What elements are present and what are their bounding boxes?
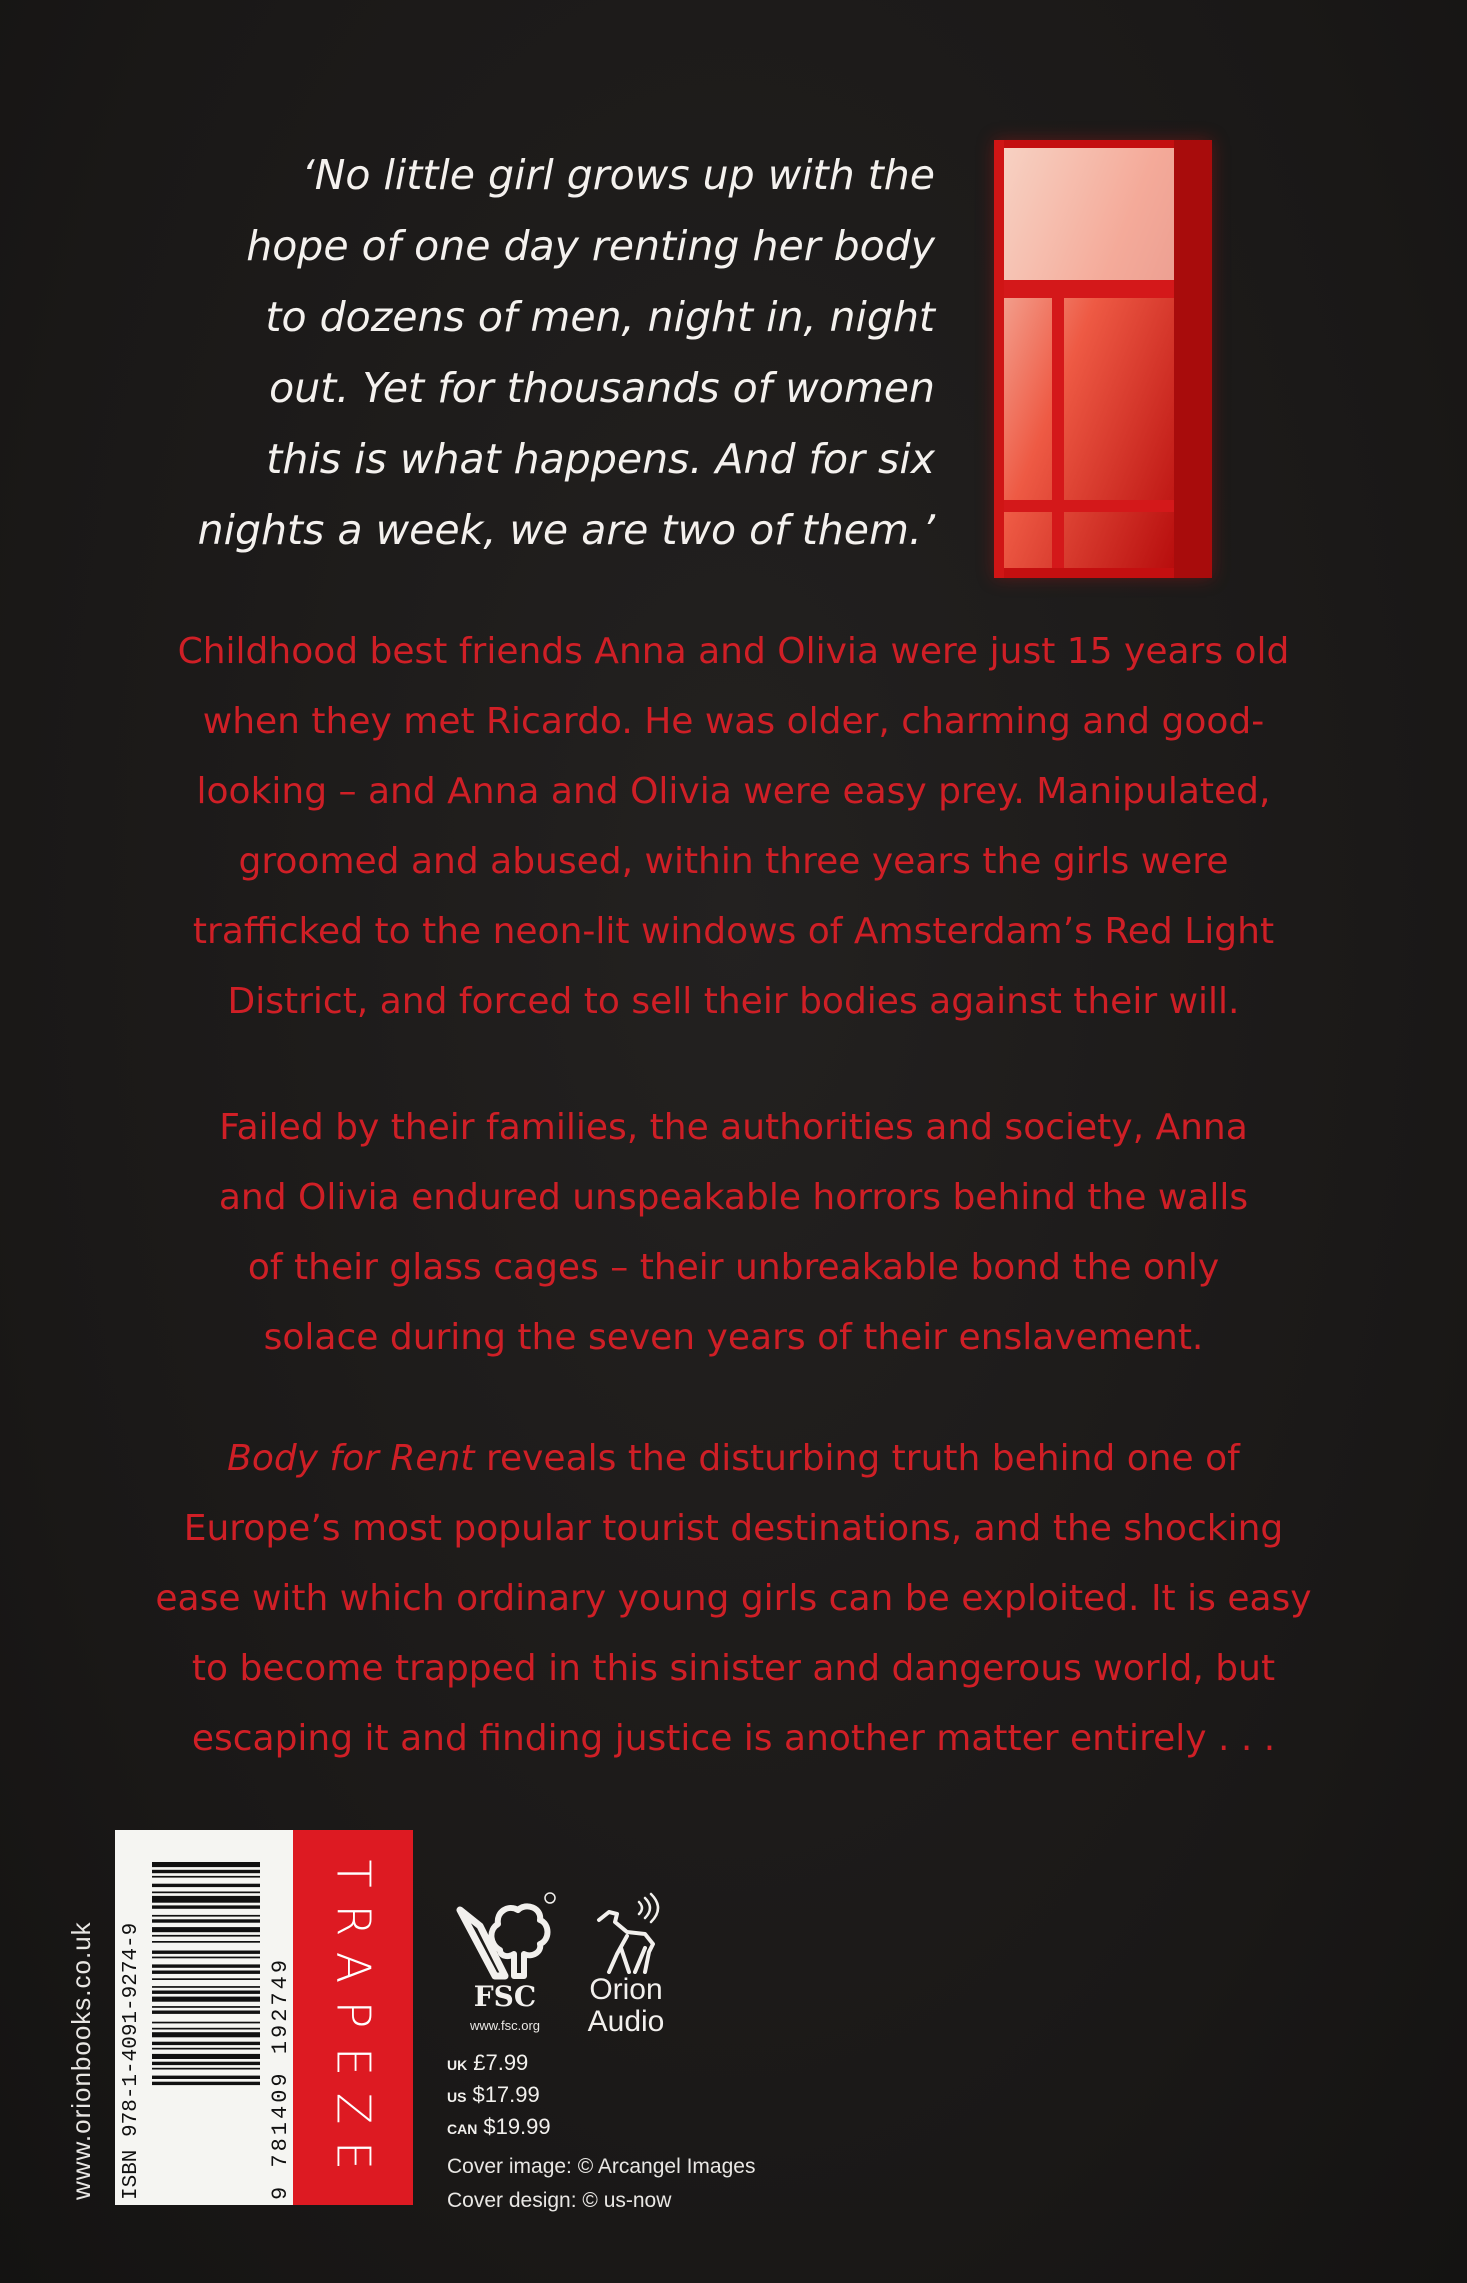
blurb-paragraph-3 bbox=[80, 1424, 1387, 1774]
price-amount: $17.99 bbox=[472, 2082, 540, 2107]
fsc-tree-icon bbox=[450, 1890, 560, 1982]
orion-audio-dog-icon bbox=[587, 1892, 667, 1974]
quote-line: nights a week, we are two of them.’ bbox=[197, 506, 935, 554]
publisher-letter: E bbox=[326, 2140, 381, 2171]
publisher-letter: A bbox=[326, 1951, 381, 1984]
ean-digits: 9 781409 192749 bbox=[268, 1956, 293, 2200]
publisher-website: www.orionbooks.co.uk bbox=[66, 1921, 96, 2200]
barcode-icon bbox=[152, 1862, 260, 2192]
price-currency: CAN bbox=[447, 2121, 478, 2137]
book-title: Body for Rent bbox=[227, 1438, 475, 1479]
fsc-label: FSC bbox=[473, 1980, 537, 2013]
audio-line-1: Orion bbox=[589, 1973, 663, 2006]
quote-line: hope of one day renting her body bbox=[246, 222, 935, 270]
blurb-line: trafficked to the neon-lit windows of Amsterdam’s Red Light bbox=[192, 911, 1275, 952]
isbn-text: ISBN 978-1-4091-9274-9 bbox=[120, 1922, 143, 2200]
price-row bbox=[447, 2080, 551, 2112]
publisher-letter: Z bbox=[326, 2092, 381, 2125]
quote-line: to dozens of men, night in, night bbox=[265, 293, 935, 341]
publisher-letter: T bbox=[326, 1859, 381, 1888]
blurb-line: looking – and Anna and Olivia were easy prey. Manipulated, bbox=[196, 771, 1271, 812]
quote-line: this is what happens. And for six bbox=[266, 435, 935, 483]
blurb-paragraph-2 bbox=[80, 1093, 1387, 1373]
blurb-line: escaping it and finding justice is another matter entirely . . . bbox=[191, 1718, 1276, 1759]
blurb-line: Childhood best friends Anna and Olivia were just 15 years old bbox=[177, 631, 1290, 672]
price-currency: US bbox=[447, 2089, 467, 2105]
cover-design-credit: Cover design: © us-now bbox=[447, 2189, 672, 2212]
publisher-letter: P bbox=[326, 2000, 381, 2029]
blurb-line: Failed by their families, the authorities and society, Anna bbox=[219, 1107, 1248, 1148]
blurb-line: District, and forced to sell their bodies against their will. bbox=[227, 981, 1240, 1022]
blurb-line: of their glass cages – their unbreakable bond the only bbox=[247, 1247, 1220, 1288]
price-list bbox=[447, 2048, 551, 2144]
publisher-letter: E bbox=[326, 2046, 381, 2077]
fsc-url: www.fsc.org bbox=[469, 2018, 541, 2033]
blurb-line bbox=[80, 1424, 1387, 1494]
blurb-paragraph-1 bbox=[80, 617, 1387, 1037]
price-row bbox=[447, 2048, 551, 2080]
credits bbox=[447, 2150, 755, 2218]
price-row bbox=[447, 2112, 551, 2144]
price-currency: UK bbox=[447, 2057, 468, 2073]
publisher-letter: R bbox=[326, 1904, 381, 1937]
blurb-line: when they met Ricardo. He was older, charming and good- bbox=[202, 701, 1265, 742]
blurb-line: solace during the seven years of their enslavement. bbox=[263, 1317, 1204, 1358]
red-window-image bbox=[994, 140, 1212, 578]
publisher-logo bbox=[293, 1830, 413, 2205]
blurb-line: ease with which ordinary young girls can be exploited. It is easy bbox=[155, 1578, 1312, 1619]
blurb-line: groomed and abused, within three years the girls were bbox=[238, 841, 1229, 882]
publisher-wordmark bbox=[293, 1850, 413, 2179]
price-amount: £7.99 bbox=[473, 2050, 529, 2075]
pull-quote bbox=[170, 140, 935, 566]
blurb-line: and Olivia endured unspeakable horrors behind the walls bbox=[218, 1177, 1249, 1218]
blurb-line: Europe’s most popular tourist destinations, and the shocking bbox=[183, 1508, 1284, 1549]
blurb-line: to become trapped in this sinister and dangerous world, but bbox=[191, 1648, 1276, 1689]
quote-line: out. Yet for thousands of women bbox=[269, 364, 935, 412]
blurb-text: reveals the disturbing truth behind one of bbox=[474, 1438, 1240, 1479]
cover-image-credit: Cover image: © Arcangel Images bbox=[447, 2155, 756, 2178]
orion-audio-label bbox=[576, 1974, 676, 2038]
audio-line-2: Audio bbox=[587, 2005, 665, 2038]
price-amount: $19.99 bbox=[483, 2114, 551, 2139]
quote-line: ‘No little girl grows up with the bbox=[301, 151, 935, 199]
